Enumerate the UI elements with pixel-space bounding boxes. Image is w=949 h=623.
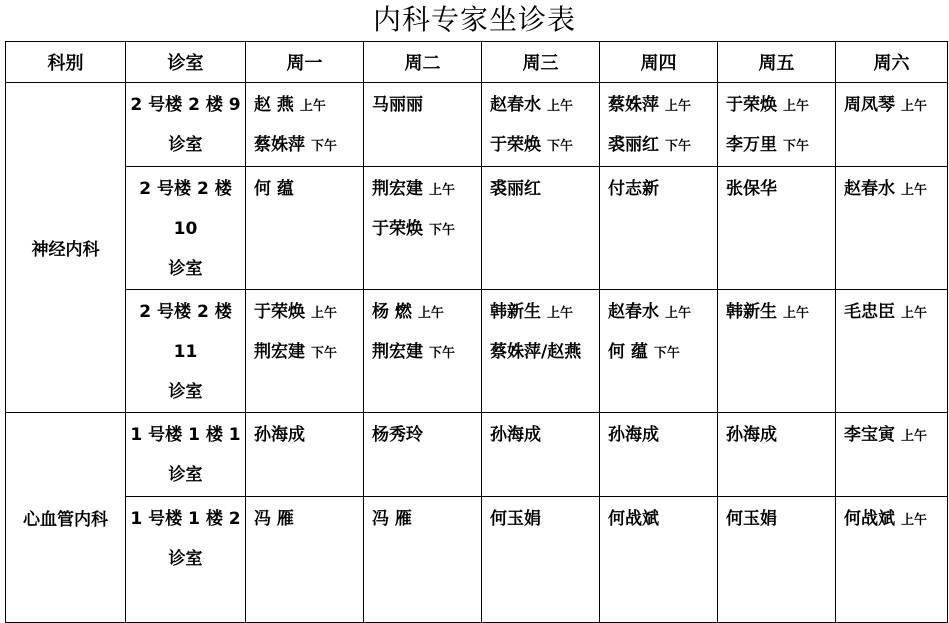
schedule-cell-sat [836, 497, 948, 623]
schedule-cell-fri [718, 83, 836, 167]
doctor-name: 赵春水 [490, 95, 541, 115]
period-label: 下午 [783, 139, 810, 154]
doctor-entry [372, 85, 481, 125]
doctor-entry [254, 499, 363, 539]
doctor-entry [608, 125, 717, 165]
doctor-name: 蔡姝萍 [254, 135, 305, 155]
doctor-name: 李万里 [726, 135, 777, 155]
schedule-cell-fri [718, 290, 836, 413]
schedule-cell-wed [482, 413, 600, 497]
header-room: 诊室 [126, 42, 246, 83]
period-label: 上午 [299, 99, 326, 114]
doctor-name: 赵春水 [844, 179, 895, 199]
doctor-entry [372, 169, 481, 209]
room-line: 1 号楼 1 楼 1 [130, 425, 241, 445]
period-label: 上午 [547, 99, 574, 114]
doctor-entry [372, 209, 481, 249]
dept-cell: 神经内科 [6, 83, 126, 413]
table-row [6, 167, 948, 290]
doctor-name: 孙海成 [490, 425, 541, 445]
schedule-cell-thu [600, 497, 718, 623]
doctor-entry [844, 292, 947, 332]
doctor-entry [254, 169, 363, 209]
doctor-entry [254, 332, 363, 372]
header-fri: 周五 [718, 42, 836, 83]
doctor-entry [726, 125, 835, 165]
doctor-entry [844, 499, 947, 539]
schedule-cell-sat [836, 290, 948, 413]
page-title: 内科专家坐诊表 [372, 3, 576, 36]
doctor-entry [490, 169, 599, 209]
doctor-name: 杨秀玲 [372, 425, 423, 445]
doctor-name: 冯 雁 [372, 509, 412, 529]
doctor-name: 韩新生 [726, 302, 777, 322]
table-row [6, 497, 948, 623]
schedule-cell-sat [836, 167, 948, 290]
doctor-entry [844, 85, 947, 125]
doctor-entry [726, 85, 835, 125]
schedule-cell-thu [600, 167, 718, 290]
doctor-entry [490, 332, 599, 372]
schedule-cell-tue [364, 290, 482, 413]
dept-cell: 心血管内科 [6, 413, 126, 623]
period-label: 上午 [429, 183, 456, 198]
doctor-entry [490, 499, 599, 539]
schedule-cell-thu [600, 413, 718, 497]
period-label: 上午 [901, 306, 928, 321]
room-line: 诊室 [168, 465, 203, 485]
room-line: 诊室 [168, 135, 203, 155]
doctor-entry [726, 499, 835, 539]
room-cell [126, 167, 246, 290]
period-label: 上午 [783, 99, 810, 114]
period-label: 上午 [901, 99, 928, 114]
doctor-entry [608, 499, 717, 539]
doctor-name: 裘丽红 [490, 179, 541, 199]
schedule-cell-sat [836, 83, 948, 167]
schedule-cell-fri [718, 413, 836, 497]
doctor-entry [726, 292, 835, 332]
table-row [6, 83, 948, 167]
period-label: 下午 [653, 346, 680, 361]
doctor-name: 何战斌 [844, 509, 895, 529]
schedule-cell-wed [482, 290, 600, 413]
room-cell [126, 290, 246, 413]
doctor-entry [844, 415, 947, 455]
doctor-name: 何战斌 [608, 509, 659, 529]
doctor-name: 周凤琴 [844, 95, 895, 115]
doctor-name: 于荣焕 [490, 135, 541, 155]
doctor-name: 赵 燕 [254, 95, 294, 115]
period-label: 上午 [665, 306, 692, 321]
header-row [6, 42, 948, 83]
room-line: 诊室 [168, 382, 203, 402]
doctor-entry [608, 85, 717, 125]
doctor-entry [254, 292, 363, 332]
period-label: 上午 [665, 99, 692, 114]
schedule-cell-mon [246, 413, 364, 497]
room-line: 2 号楼 2 楼 10 [139, 179, 232, 239]
doctor-name: 马丽丽 [372, 95, 423, 115]
header-sat: 周六 [836, 42, 948, 83]
doctor-name: 于荣焕 [726, 95, 777, 115]
doctor-name: 荆宏建 [254, 342, 305, 362]
doctor-entry [372, 499, 481, 539]
doctor-entry [844, 169, 947, 209]
room-cell [126, 413, 246, 497]
doctor-name: 付志新 [608, 179, 659, 199]
schedule-cell-mon [246, 497, 364, 623]
doctor-name: 何 蕴 [254, 179, 294, 199]
room-line: 1 号楼 1 楼 2 [130, 509, 241, 529]
room-line: 诊室 [168, 259, 203, 279]
doctor-name: 裘丽红 [608, 135, 659, 155]
schedule-cell-mon [246, 167, 364, 290]
header-tue: 周二 [364, 42, 482, 83]
doctor-name: 李宝寅 [844, 425, 895, 445]
schedule-cell-tue [364, 167, 482, 290]
doctor-entry [608, 415, 717, 455]
doctor-entry [726, 415, 835, 455]
schedule-cell-mon [246, 290, 364, 413]
room-cell [126, 497, 246, 623]
schedule-cell-wed [482, 497, 600, 623]
schedule-table [5, 41, 948, 623]
schedule-cell-wed [482, 83, 600, 167]
schedule-cell-tue [364, 83, 482, 167]
doctor-entry [490, 85, 599, 125]
room-line: 诊室 [168, 549, 203, 569]
doctor-entry [254, 415, 363, 455]
period-label: 上午 [901, 513, 928, 528]
doctor-name: 毛忠臣 [844, 302, 895, 322]
room-line: 2 号楼 2 楼 9 [130, 95, 241, 115]
doctor-entry [608, 169, 717, 209]
doctor-name: 孙海成 [608, 425, 659, 445]
header-dept: 科别 [6, 42, 126, 83]
schedule-cell-fri [718, 167, 836, 290]
schedule-cell-wed [482, 167, 600, 290]
header-mon: 周一 [246, 42, 364, 83]
period-label: 上午 [311, 306, 338, 321]
schedule-cell-mon [246, 83, 364, 167]
doctor-entry [254, 85, 363, 125]
doctor-name: 荆宏建 [372, 342, 423, 362]
period-label: 下午 [547, 139, 574, 154]
schedule-cell-thu [600, 83, 718, 167]
doctor-name: 孙海成 [254, 425, 305, 445]
doctor-entry [726, 169, 835, 209]
doctor-entry [490, 415, 599, 455]
doctor-entry [608, 332, 717, 372]
doctor-name: 冯 雁 [254, 509, 294, 529]
doctor-name: 何玉娟 [490, 509, 541, 529]
room-line: 2 号楼 2 楼 11 [139, 302, 232, 362]
doctor-entry [372, 292, 481, 332]
schedule-cell-sat [836, 413, 948, 497]
doctor-name: 蔡姝萍/赵燕 [490, 342, 582, 362]
doctor-name: 于荣焕 [254, 302, 305, 322]
header-wed: 周三 [482, 42, 600, 83]
doctor-name: 何 蕴 [608, 342, 648, 362]
doctor-entry [372, 415, 481, 455]
schedule-cell-tue [364, 497, 482, 623]
table-row [6, 413, 948, 497]
period-label: 下午 [429, 346, 456, 361]
room-cell [126, 83, 246, 167]
doctor-entry [490, 125, 599, 165]
period-label: 上午 [901, 183, 928, 198]
table-row [6, 290, 948, 413]
schedule-cell-tue [364, 413, 482, 497]
doctor-entry [608, 292, 717, 332]
schedule-cell-thu [600, 290, 718, 413]
doctor-entry [254, 125, 363, 165]
period-label: 上午 [783, 306, 810, 321]
doctor-name: 韩新生 [490, 302, 541, 322]
period-label: 下午 [311, 139, 338, 154]
doctor-name: 于荣焕 [372, 219, 423, 239]
doctor-name: 张保华 [726, 179, 777, 199]
period-label: 上午 [901, 429, 928, 444]
period-label: 下午 [665, 139, 692, 154]
period-label: 下午 [311, 346, 338, 361]
doctor-name: 孙海成 [726, 425, 777, 445]
schedule-cell-fri [718, 497, 836, 623]
doctor-name: 杨 燃 [372, 302, 412, 322]
doctor-name: 赵春水 [608, 302, 659, 322]
header-thu: 周四 [600, 42, 718, 83]
period-label: 下午 [429, 223, 456, 238]
doctor-name: 蔡姝萍 [608, 95, 659, 115]
doctor-entry [490, 292, 599, 332]
doctor-entry [372, 332, 481, 372]
period-label: 上午 [547, 306, 574, 321]
period-label: 上午 [417, 306, 444, 321]
doctor-name: 荆宏建 [372, 179, 423, 199]
doctor-name: 何玉娟 [726, 509, 777, 529]
